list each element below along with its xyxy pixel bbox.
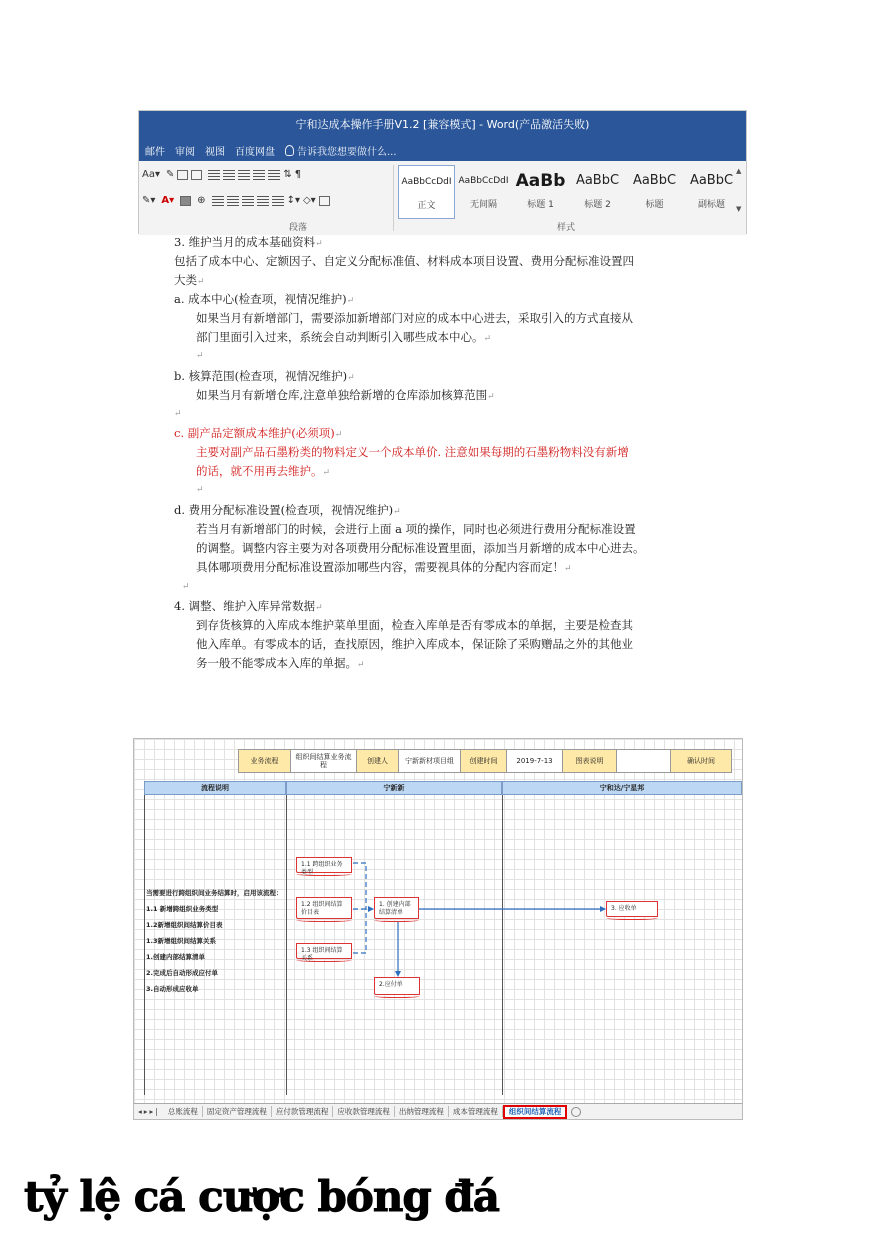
tell-me-box[interactable] [285, 143, 397, 158]
excel-sheet [133, 738, 743, 1120]
style-title[interactable] [626, 165, 683, 219]
item-c-body-1: 主要对副产品石墨粉类的物料定义一个成本单价. 注意如果每期的石墨粉物料没有新增 [196, 445, 629, 459]
item-d-body-3: 具体哪项费用分配标准设置添加哪些内容，需要视具体的分配内容而定！↵ [196, 560, 572, 574]
align-left-icon[interactable] [212, 196, 224, 206]
flow-node-price-list: 1.2 组织间结算价目表 [296, 897, 352, 919]
word-window [138, 110, 747, 234]
item-c-title: c. 副产品定额成本维护(必须项)↵ [174, 426, 343, 440]
ribbon-divider [393, 165, 394, 231]
style-name: 标题 1 [527, 200, 554, 210]
sort-icon[interactable]: ⇅ [283, 169, 292, 180]
sheet-tab-intercompany[interactable]: 组织间结算流程 [503, 1105, 568, 1119]
style-sample: AaBbC [632, 173, 677, 188]
sheet-tab-bar [134, 1103, 742, 1119]
font-color-icon[interactable]: A▾ [161, 195, 175, 206]
style-name: 无间隔 [469, 200, 497, 210]
style-no-spacing[interactable] [455, 165, 512, 219]
borders-icon[interactable] [319, 196, 330, 206]
char-shading-icon[interactable] [180, 196, 191, 206]
style-heading-1[interactable] [512, 165, 569, 219]
style-heading-2[interactable] [569, 165, 626, 219]
flow-node-create-settlement: 1. 创建内部结算清单 [374, 897, 419, 919]
item-a-body-1: 如果当月有新增部门，需要添加新增部门对应的成本中心进去，采取引入的方式直接从 [196, 311, 633, 325]
sheet-tab-receivables[interactable]: 应收款管理流程 [333, 1106, 395, 1117]
section-3-body-2: 大类↵ [174, 273, 205, 287]
gallery-scroll[interactable] [736, 167, 744, 213]
flow-node-business-type: 1.1 跨组织业务类型 [296, 857, 352, 873]
lane-header-description: 流程说明 [144, 781, 286, 795]
style-name: 副标题 [697, 200, 725, 210]
ribbon [139, 161, 746, 235]
flow-node-payable: 2.应付单 [374, 977, 420, 995]
header-cell: 图表说明 [563, 750, 617, 772]
para-tools-row [142, 195, 330, 206]
menu-item-baidu[interactable]: 百度网盘 [235, 146, 275, 158]
style-name: 标题 [645, 200, 664, 210]
flow-node-settlement-relation: 1.3 组织间结算关系 [296, 943, 352, 959]
show-marks-icon[interactable]: ¶ [294, 169, 302, 180]
align-right-icon[interactable] [242, 196, 254, 206]
bullets-icon[interactable] [208, 170, 220, 180]
header-cell: 业务流程 [239, 750, 291, 772]
style-name: 标题 2 [584, 200, 611, 210]
numbering-icon[interactable] [223, 170, 235, 180]
description-line: 3.自动形成应收单 [146, 985, 199, 993]
menu-item-view[interactable]: 视图 [205, 146, 225, 158]
lane-header-ninghe: 宁和达/宁星邦 [502, 781, 742, 795]
chevron-up-icon[interactable]: ▲ [736, 167, 742, 175]
style-normal[interactable] [398, 165, 455, 219]
sheet-tab-cost[interactable]: 成本管理流程 [449, 1106, 503, 1117]
decrease-indent-icon[interactable] [253, 170, 265, 180]
item-b-body-1: 如果当月有新增仓库,注意单独给新增的仓库添加核算范围↵ [196, 388, 495, 402]
style-sample: AaBbCcDdI [458, 176, 509, 186]
item-a-title: a. 成本中心(检查项，视情况维护)↵ [174, 292, 355, 306]
multilevel-icon[interactable] [238, 170, 250, 180]
align-center-icon[interactable] [227, 196, 239, 206]
flow-node-receivable: 3. 应收单 [606, 901, 658, 917]
header-cell: 宁新新材项目组 [399, 750, 461, 772]
description-line: 1.创建内部结算清单 [146, 953, 205, 961]
section-4-body-2: 他入库单。有零成本的话，查找原因，维护入库成本，保证除了采购赠品之外的其他业 [196, 637, 633, 651]
section-3-title: 3. 维护当月的成本基础资料↵ [174, 235, 323, 249]
description-line: 1.3新增组织间结算关系 [146, 937, 217, 945]
item-a-body-2: 部门里面引入过来，系统会自动判断引入哪些成本中心。↵ [196, 330, 492, 344]
item-c-body-2: 的话，就不用再去维护。↵ [196, 464, 331, 478]
tell-me-text: 告诉我您想要做什么... [297, 146, 397, 158]
sheet-tab-cashier[interactable]: 出纳管理流程 [395, 1106, 449, 1117]
description-line: 1.2新增组织间结算价目表 [146, 921, 223, 929]
sheet-tab-payables[interactable]: 应付款管理流程 [272, 1106, 334, 1117]
header-cell: 确认时间 [671, 750, 731, 772]
section-4-title: 4. 调整、维护入库异常数据↵ [174, 599, 323, 613]
lightbulb-icon [285, 145, 294, 156]
sheet-nav-arrows-icon[interactable]: ◂▸▸| [138, 1107, 160, 1116]
item-b-title: b. 核算范围(检查项，视情况维护)↵ [174, 369, 355, 383]
increase-indent-icon[interactable] [268, 170, 280, 180]
lane-header-ningxinxin: 宁新新 [286, 781, 502, 795]
menu-item-review[interactable]: 审阅 [175, 146, 195, 158]
window-title: 宁和达成本操作手册V1.2 [兼容模式] - Word(产品激活失败) [139, 111, 746, 139]
group-label-paragraph: 段落 [289, 223, 308, 233]
style-name: 正文 [417, 201, 436, 211]
line-spacing-icon[interactable]: ↕▾ [286, 195, 300, 206]
menu-bar [139, 139, 746, 161]
section-3-body-1: 包括了成本中心、定额因子、自定义分配标准值、材料成本项目设置、费用分配标准设置四 [174, 254, 634, 268]
clear-format-icon[interactable]: ✎ [166, 169, 175, 180]
sheet-tab-ledger[interactable]: 总账流程 [164, 1106, 203, 1117]
header-cell: 组织间结算业务流程 [291, 750, 357, 772]
style-gallery [398, 165, 742, 219]
empty-paragraph-mark: ↵ [182, 582, 190, 592]
font-tools-row [142, 169, 301, 180]
style-sample: AaBb [515, 171, 566, 191]
enclose-char-icon[interactable]: ⊕ [197, 195, 206, 206]
flow-connectors [134, 739, 742, 1105]
section-4-body-3: 务一般不能零成本入库的单据。↵ [196, 656, 365, 670]
distributed-icon[interactable] [272, 196, 284, 206]
style-sample: AaBbCcDdI [401, 177, 452, 187]
section-4-body-1: 到存货核算的入库成本维护菜单里面，检查入库单是否有零成本的单据，主要是检查其 [196, 618, 633, 632]
style-sample: AaBbC [689, 173, 734, 188]
header-cell: 2019-7-13 [507, 750, 563, 772]
empty-paragraph-mark: ↵ [196, 485, 204, 495]
char-border-icon[interactable] [191, 170, 202, 180]
description-line: 1.1 新增跨组织业务类型 [146, 905, 219, 913]
item-d-body-1: 若当月有新增部门的时候，会进行上面 a 项的操作，同时也必须进行费用分配标准设置 [196, 522, 636, 536]
header-cell: 创建时间 [461, 750, 507, 772]
shading-icon[interactable]: ◇▾ [302, 195, 316, 206]
style-sample: AaBbC [575, 173, 620, 188]
change-case-icon[interactable]: Aa▾ [142, 169, 160, 180]
chevron-down-icon[interactable]: ▼ [736, 205, 742, 213]
justify-icon[interactable] [257, 196, 269, 206]
header-cell: 创建人 [357, 750, 399, 772]
highlight-icon[interactable]: ✎▾ [142, 195, 156, 206]
add-sheet-icon[interactable] [571, 1107, 581, 1117]
description-line: 2.完成后自动形成应付单 [146, 969, 218, 977]
page-caption: tỷ lệ cá cược bóng đá [24, 1172, 499, 1221]
style-subtitle[interactable] [683, 165, 740, 219]
description-line: 当需要进行跨组织间业务结算时，启用该流程： [146, 889, 283, 897]
empty-paragraph-mark: ↵ [196, 351, 204, 361]
item-d-body-2: 的调整。调整内容主要为对各项费用分配标准设置里面，添加当月新增的成本中心进去。 [196, 541, 645, 555]
empty-paragraph-mark: ↵ [174, 409, 182, 419]
phonetic-icon[interactable] [177, 170, 188, 180]
item-d-title: d. 费用分配标准设置(检查项，视情况维护)↵ [174, 503, 401, 517]
sheet-tab-fixed-assets[interactable]: 固定资产管理流程 [203, 1106, 272, 1117]
group-label-styles: 样式 [557, 223, 576, 233]
menu-item-mail[interactable]: 邮件 [145, 146, 165, 158]
